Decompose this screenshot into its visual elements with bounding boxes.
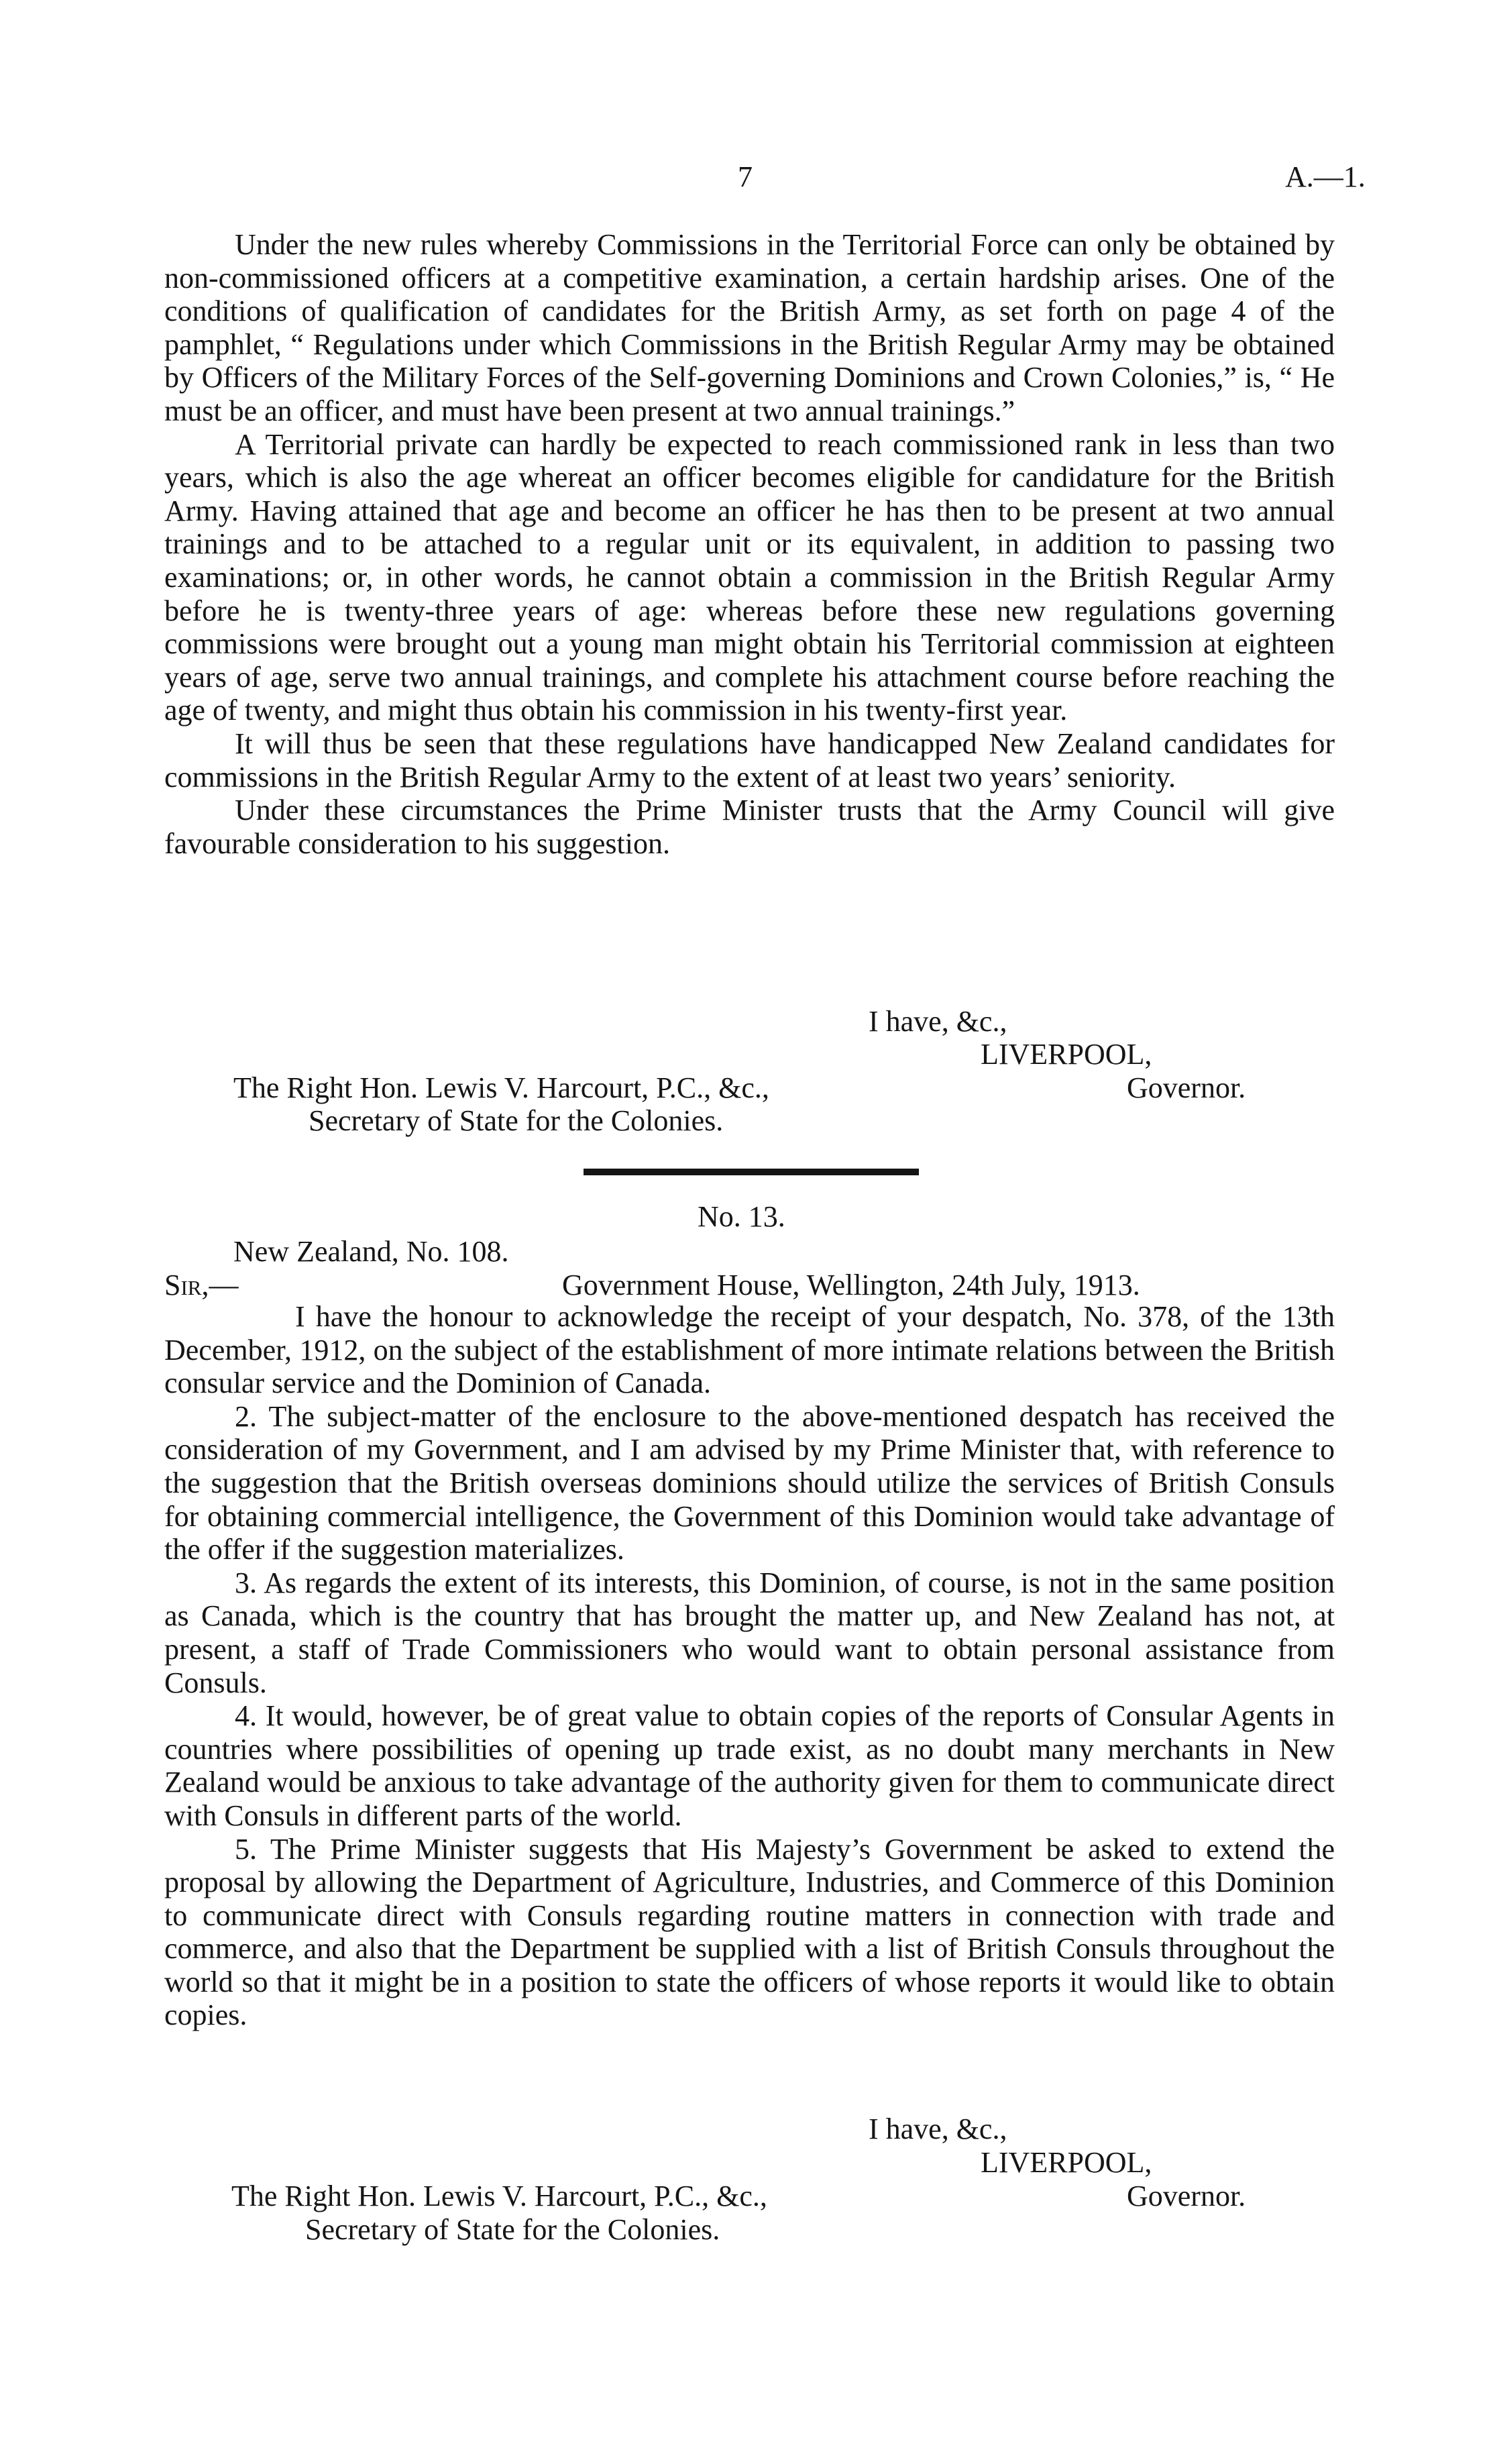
letter-13-addressee-line-1: The Right Hon. Lewis V. Harcourt, P.C., &c., [231, 2180, 767, 2212]
document-reference: A.—1. [1285, 160, 1366, 193]
letter-13-addressee-line-2: Secretary of State for the Colonies. [305, 2213, 720, 2246]
letter-12-signature: LIVERPOOL, [981, 1038, 1152, 1071]
letter-12-paragraph-3: It will thus be seen that these regulations have handicapped New Zealand candidates for commissions in the British Regular Army to the extent of at least two years’ seniority. [164, 727, 1335, 794]
letter-12-governor-title: Governor. [1127, 1071, 1246, 1104]
page-number: 7 [738, 160, 753, 193]
letter-12-paragraph-1: Under the new rules whereby Commissions in the Territorial Force can only be obtained by non-commissioned officers at a competitive examination, a certain hardship arises. One of the conditions of qualification of candidates for the British Army, as set forth on page 4 of the pamphlet, “ Regulations under which Commissions in the British Regular Army may be obtained by Officers of the Military Forces of the Self-governing Dominions and Crown Colonies,” is, “ He must be an officer, and must have been present at two annual trainings.” [164, 228, 1335, 427]
letter-13-paragraph-4: 4. It would, however, be of great value to obtain copies of the reports of Consular Agents in countries where possibilities of opening up trade exist, as no doubt many merchants in New Zealand would be anxious to take advantage of the authority given for them to communicate direct with Consuls in different parts of the world. [164, 1699, 1335, 1832]
letter-13-signature: LIVERPOOL, [981, 2146, 1152, 2179]
letter-13-body [164, 1300, 1335, 2032]
letter-12-addressee-line-2: Secretary of State for the Colonies. [309, 1104, 724, 1137]
letter-13-number: No. 13. [698, 1200, 785, 1233]
letter-12-paragraph-2: A Territorial private can hardly be expected to reach commissioned rank in less than two years, which is also the age whereat an officer becomes eligible for candidature for the British Army. Having attained that age and become an officer he has then to be present at two annual trainings and to be attached to a regular unit or its equivalent, in addition to passing two examinations; or, in other words, he cannot obtain a commission in the British Regular Army before he is twenty-three years of age: whereas before these new regulations governing commissions were brought out a young man might obtain his Territorial commission at eighteen years of age, serve two annual trainings, and complete his attachment course before reaching the age of twenty, and might thus obtain his commission in his twenty-first year. [164, 427, 1335, 727]
letter-13-closing: I have, &c., [869, 2112, 1007, 2145]
letter-13-salutation: Sir,— [164, 1269, 239, 1301]
letter-12-addressee-line-1: The Right Hon. Lewis V. Harcourt, P.C., &c., [233, 1071, 769, 1104]
letter-13-paragraph-5: 5. The Prime Minister suggests that His Majesty’s Government be asked to extend the proposal by allowing the Department of Agriculture, Industries, and Commerce of this Dominion to communicate direct with Consuls regarding routine matters in connection with trade and commerce, and also that the Department be supplied with a list of British Consuls throughout the world so that it might be in a position to state the officers of whose reports it would like to obtain copies. [164, 1832, 1335, 2032]
letter-13-despatch-reference: New Zealand, No. 108. [233, 1235, 509, 1268]
letter-13-paragraph-3: 3. As regards the extent of its interests, this Dominion, of course, is not in the same position as Canada, which is the country that has brought the matter up, and New Zealand has not, at present, a staff of Trade Commissioners who would want to obtain personal assistance from Consuls. [164, 1566, 1335, 1699]
letter-12-paragraph-4: Under these circumstances the Prime Minister trusts that the Army Council will give favourable consideration to his suggestion. [164, 794, 1335, 860]
letter-13-paragraph-1: I have the honour to acknowledge the receipt of your despatch, No. 378, of the 13th December, 1912, on the subject of the establishment of more intimate relations between the British consular service and the Dominion of Canada. [164, 1300, 1335, 1400]
letter-12-body [164, 228, 1335, 860]
letter-13-paragraph-2: 2. The subject-matter of the enclosure to the above-mentioned despatch has received the consideration of my Government, and I am advised by my Prime Minister that, with reference to the suggestion that the British overseas dominions should utilize the services of British Consuls for obtaining commercial intelligence, the Government of this Dominion would take advantage of the offer if the suggestion materializes. [164, 1399, 1335, 1566]
letter-13-place-date: Government House, Wellington, 24th July, 1913. [562, 1269, 1140, 1301]
letter-13-governor-title: Governor. [1127, 2180, 1246, 2212]
letter-12-closing: I have, &c., [869, 1005, 1007, 1038]
section-divider [584, 1169, 919, 1175]
